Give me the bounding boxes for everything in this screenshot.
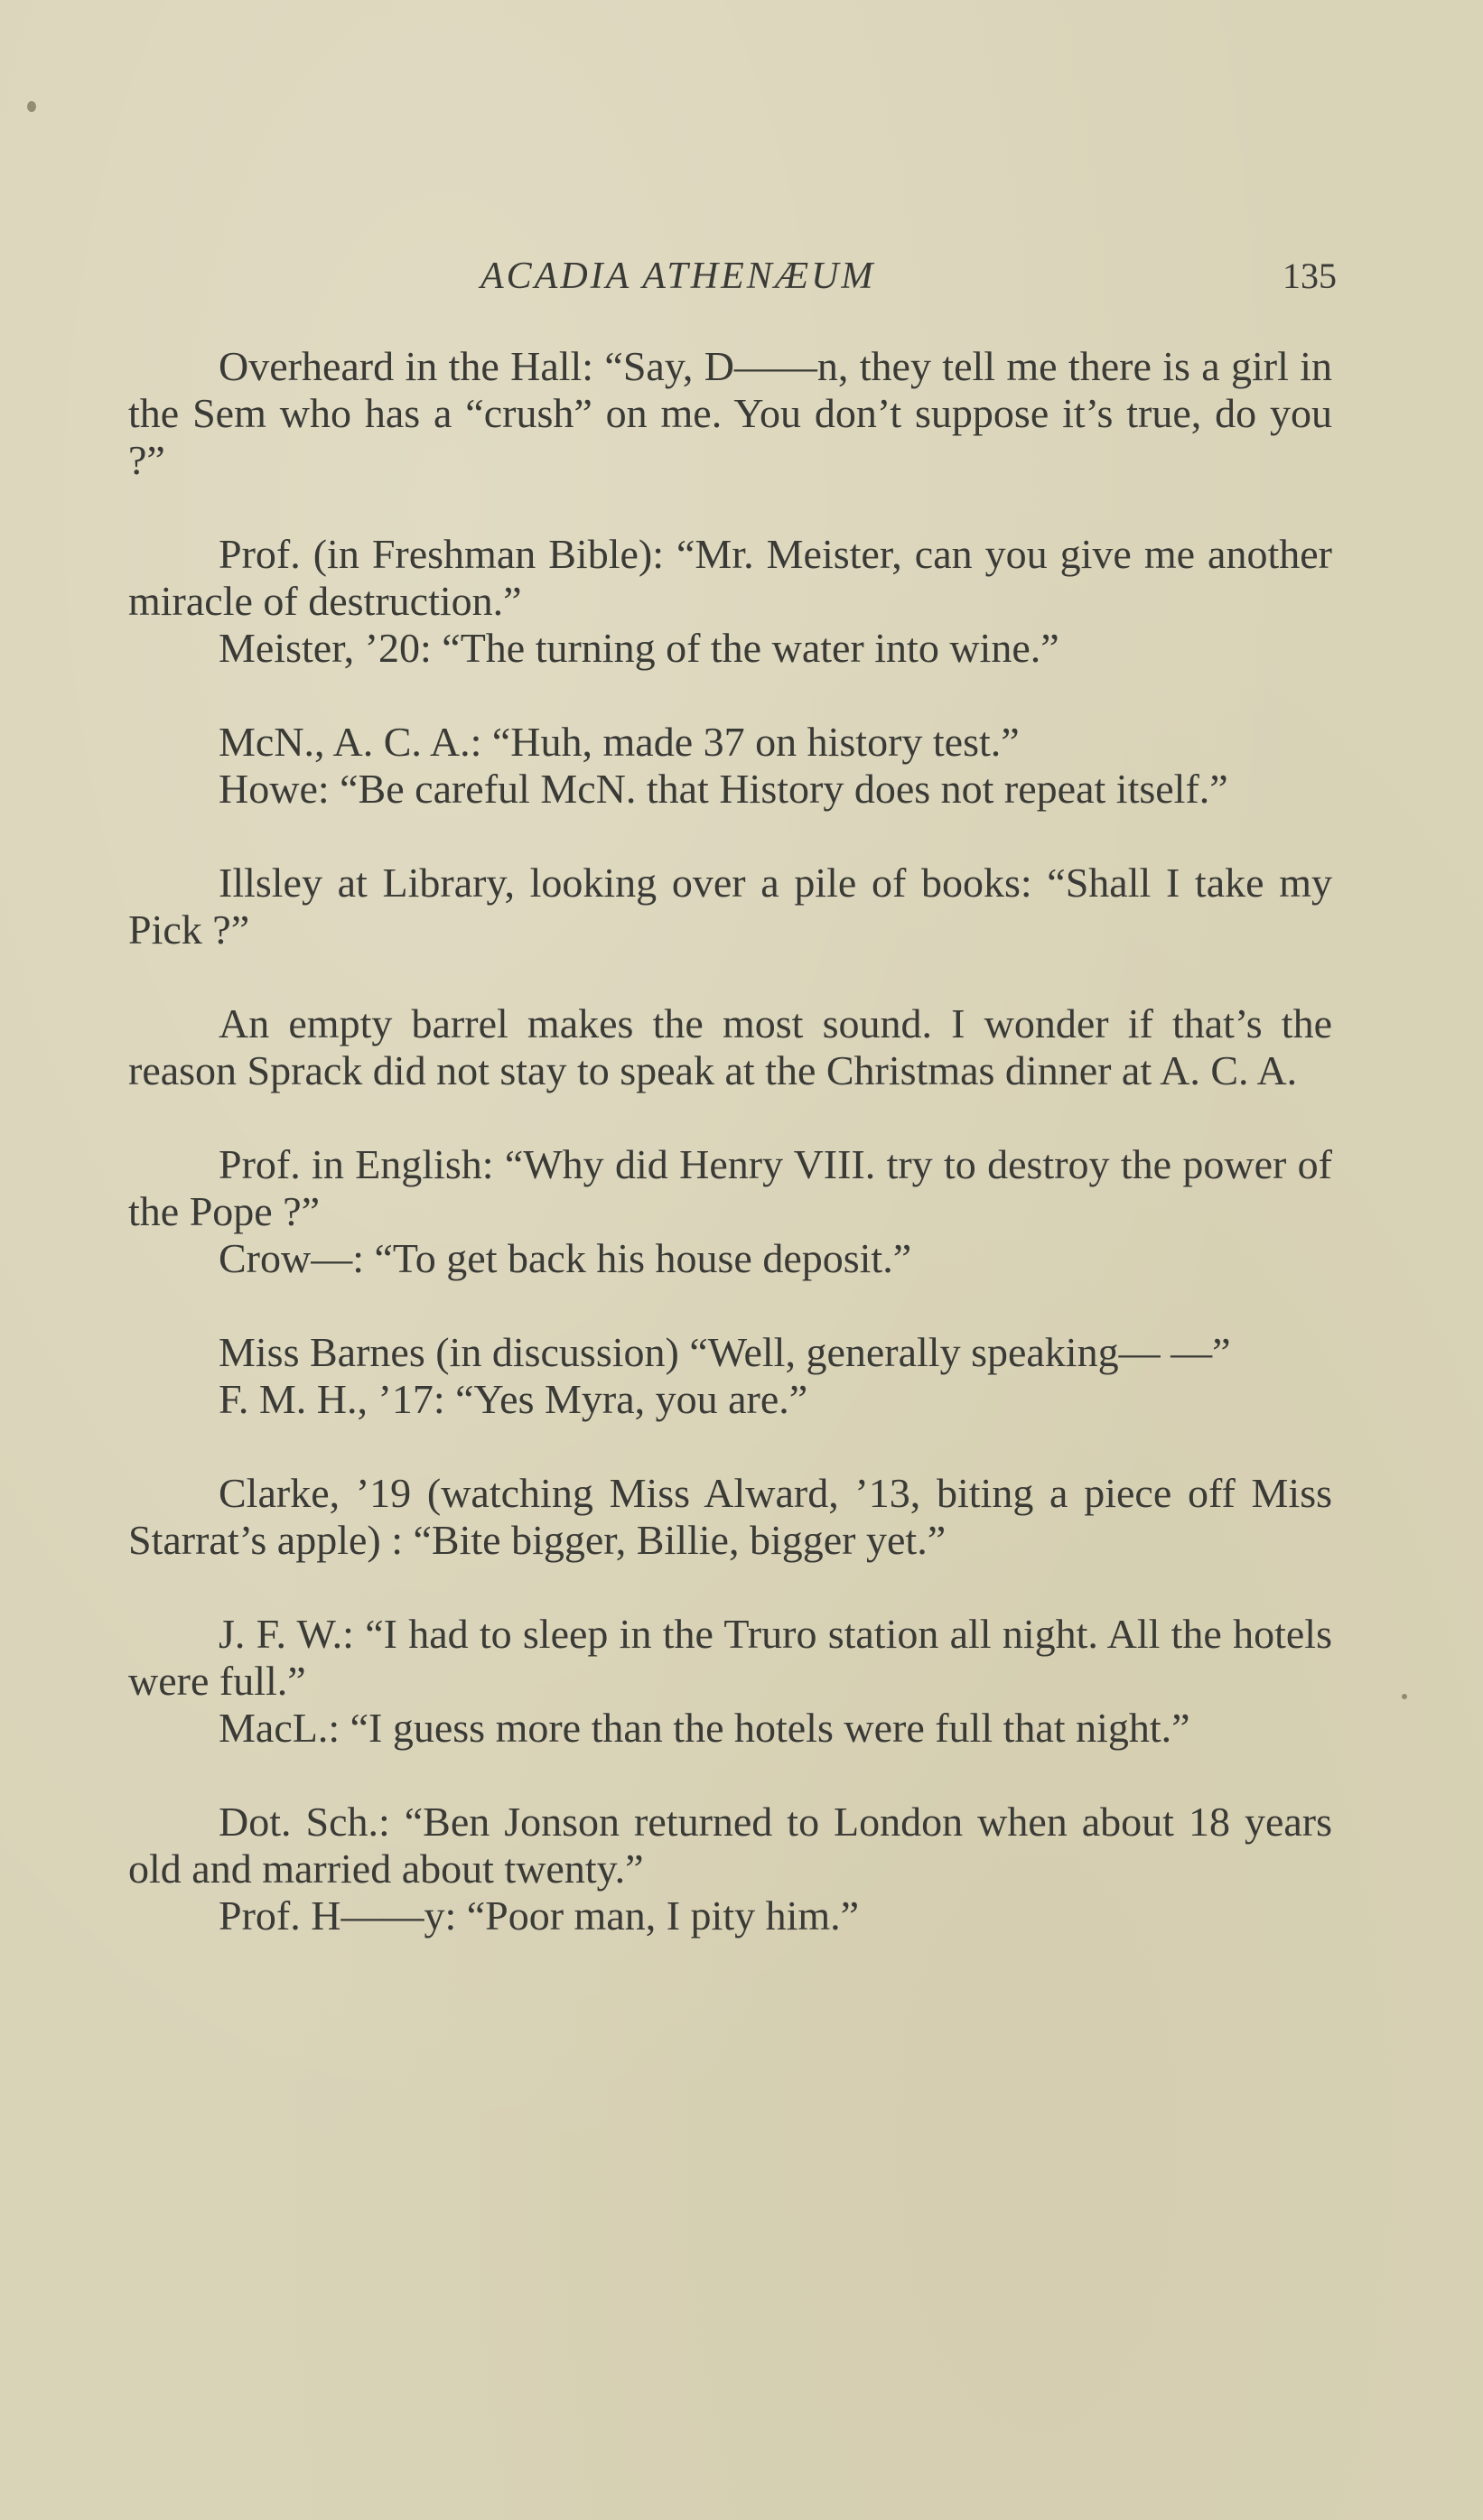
paragraph: Crow—: “To get back his house deposit.” <box>219 1235 912 1281</box>
paragraph: Prof. H——y: “Poor man, I pity him.” <box>219 1892 860 1939</box>
paragraph: F. M. H., ’17: “Yes Myra, you are.” <box>219 1376 808 1422</box>
anecdote <box>128 1799 1332 1939</box>
anecdote <box>128 1000 1332 1094</box>
anecdote <box>128 1470 1332 1564</box>
page-header <box>126 255 1337 309</box>
anecdote <box>128 343 1332 484</box>
anecdote <box>128 1611 1332 1752</box>
paragraph: Dot. Sch.: “Ben Jonson returned to London when about 18 years old and married about twenty.” <box>128 1799 1332 1892</box>
paragraph: Overheard in the Hall: “Say, D——n, they tell me there is a girl in the Sem who has a “crush” on me. You don’t suppose it’s true, do you ?” <box>128 343 1332 483</box>
page-number: 135 <box>1282 256 1337 296</box>
ink-spot <box>27 101 36 112</box>
paragraph: Miss Barnes (in discussion) “Well, generally speaking— —” <box>219 1329 1231 1375</box>
paragraph: Meister, ’20: “The turning of the water into wine.” <box>219 625 1059 671</box>
paragraph: Prof. in English: “Why did Henry VIII. try to destroy the power of the Pope ?” <box>128 1141 1332 1234</box>
paragraph: J. F. W.: “I had to sleep in the Truro station all night. All the hotels were full.” <box>128 1611 1332 1704</box>
ink-spot <box>1402 1694 1407 1699</box>
paragraph: Illsley at Library, looking over a pile of books: “Shall I take my Pick ?” <box>128 860 1332 953</box>
anecdote <box>128 531 1332 672</box>
page-body <box>128 343 1332 1986</box>
paragraph: McN., A. C. A.: “Huh, made 37 on history test.” <box>219 719 1020 765</box>
anecdote <box>128 1329 1332 1423</box>
paragraph: MacL.: “I guess more than the hotels were full that night.” <box>219 1705 1190 1751</box>
paragraph: Howe: “Be careful McN. that History does not repeat itself.” <box>219 766 1228 812</box>
paragraph: Clarke, ’19 (watching Miss Alward, ’13, biting a piece off Miss Starrat’s apple) : “Bite bigger, Billie, bigger yet.” <box>128 1470 1332 1563</box>
running-title: ACADIA ATHENÆUM <box>480 256 876 297</box>
anecdote <box>128 860 1332 953</box>
paragraph: An empty barrel makes the most sound. I wonder if that’s the reason Sprack did not stay to speak at the Christmas dinner at A. C. A. <box>128 1000 1332 1093</box>
anecdote <box>128 1141 1332 1282</box>
anecdote <box>128 719 1332 813</box>
paragraph: Prof. (in Freshman Bible): “Mr. Meister, can you give me another miracle of destruction.” <box>128 531 1332 624</box>
